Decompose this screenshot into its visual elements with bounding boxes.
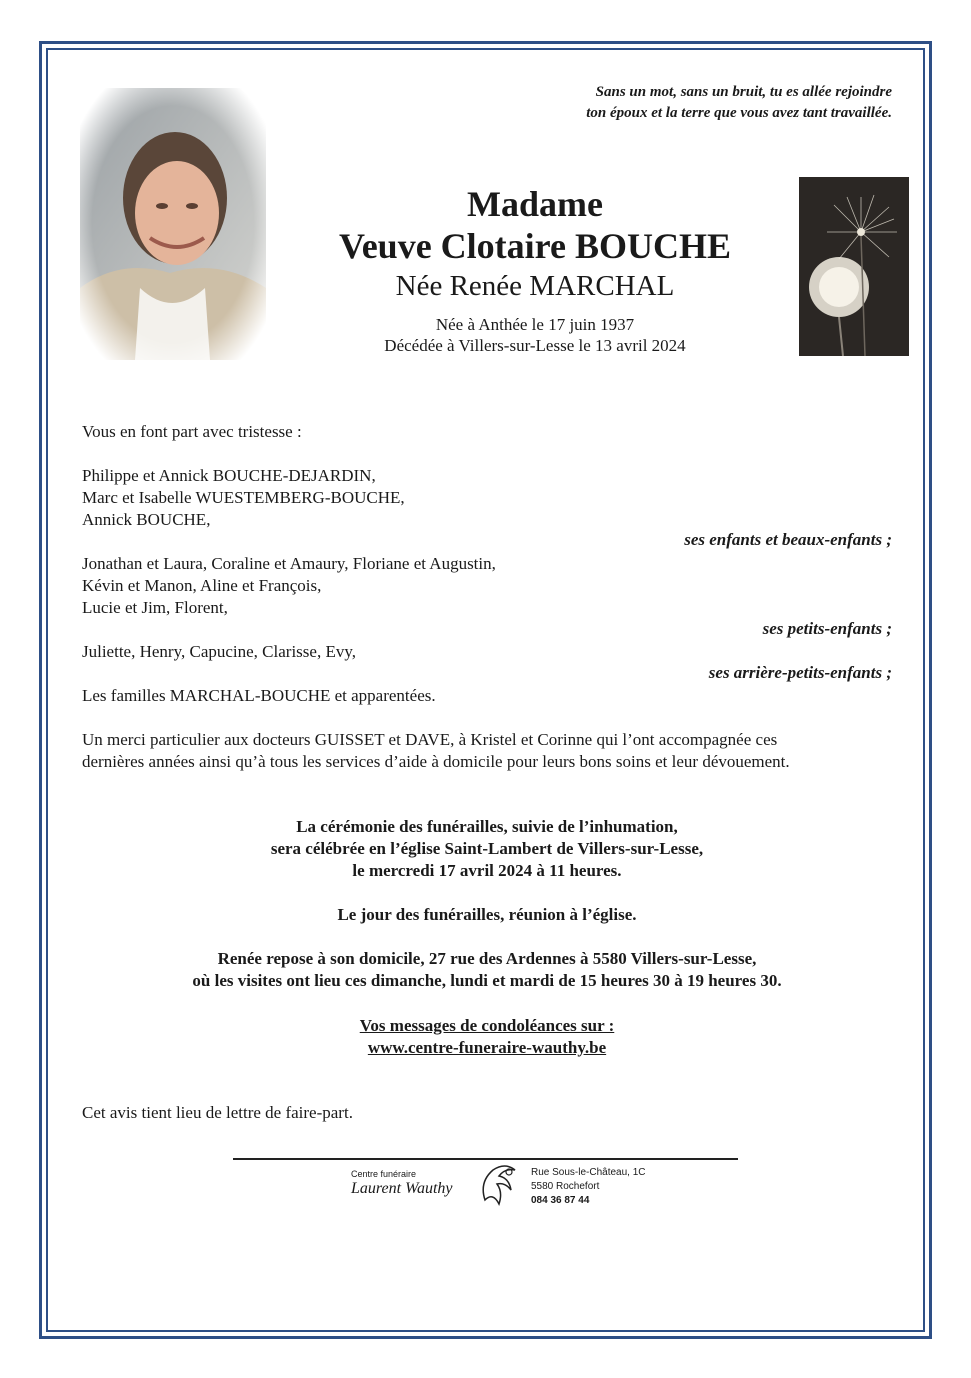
families-text: Les familles MARCHAL-BOUCHE et apparentées. <box>82 686 436 705</box>
condolences-block <box>82 1015 892 1059</box>
list-item: Lucie et Jim, Florent, <box>82 598 228 617</box>
ceremony-line-2: sera célébrée en l’église Saint-Lambert de Villers-sur-Lesse, <box>270 839 704 858</box>
birth-info: Née à Anthée le 17 juin 1937 <box>435 315 635 334</box>
address-line-1: Rue Sous-le-Château, 1C <box>531 1167 646 1178</box>
thanks-line-2: dernières années ainsi qu’à tous les services d’aide à domicile pour leurs bons soins et leur dévouement. <box>82 752 790 771</box>
children-role: ses enfants et beaux-enfants ; <box>684 530 892 549</box>
quote-line-1: Sans un mot, sans un bruit, tu es allée rejoindre <box>595 84 892 100</box>
ceremony-line-1: La cérémonie des funérailles, suivie de l’inhumation, <box>296 817 678 836</box>
repose-info <box>82 948 892 992</box>
children-list <box>82 465 894 531</box>
phone-number: 084 36 87 44 <box>531 1195 590 1206</box>
list-item: Kévin et Manon, Aline et François, <box>82 576 322 595</box>
quote-line-2: ton époux et la terre que vous avez tant travaillée. <box>586 105 892 121</box>
address-line-2: 5580 Rochefort <box>531 1181 600 1192</box>
meeting-info: Le jour des funérailles, réunion à l’église. <box>337 905 637 924</box>
logo-small-label: Centre funéraire <box>351 1169 417 1179</box>
list-item: Marc et Isabelle WUESTEMBERG-BOUCHE, <box>82 488 405 507</box>
maiden-name: Née Renée MARCHAL <box>395 270 675 302</box>
thanks-line-1: Un merci particulier aux docteurs GUISSET et DAVE, à Kristel et Corinne qui l’ont accompagnée ces <box>82 730 778 749</box>
thanks-paragraph <box>82 729 894 773</box>
list-item: Jonathan et Laura, Coraline et Amaury, Floriane et Augustin, <box>82 554 496 573</box>
grandchildren-role: ses petits-enfants ; <box>762 619 892 638</box>
portrait-photo <box>80 88 266 360</box>
ceremony-line-3: le mercredi 17 avril 2024 à 11 heures. <box>352 861 622 880</box>
list-item: Juliette, Henry, Capucine, Clarisse, Evy, <box>82 642 356 661</box>
logo-name: Laurent Wauthy <box>351 1180 453 1197</box>
great-grandchildren-list <box>82 641 894 663</box>
intro-text: Vous en font part avec tristesse : <box>82 422 302 441</box>
epigraph-quote <box>586 82 892 124</box>
signature-divider <box>233 1158 738 1160</box>
angel-logo-icon <box>475 1162 523 1208</box>
condolences-link[interactable]: www.centre-funeraire-wauthy.be <box>367 1038 607 1057</box>
footer-note: Cet avis tient lieu de lettre de faire-part. <box>82 1103 353 1122</box>
dandelion-flower-image <box>799 177 909 356</box>
flower-icon <box>799 177 909 356</box>
list-item: Annick BOUCHE, <box>82 510 211 529</box>
funeral-home-logo <box>345 1162 655 1210</box>
ceremony-info <box>82 816 892 882</box>
repose-line-2: où les visites ont lieu ces dimanche, lundi et mardi de 15 heures 30 à 19 heures 30. <box>192 971 782 990</box>
life-dates <box>300 314 770 356</box>
grandchildren-list <box>82 553 894 619</box>
condolences-label: Vos messages de condoléances sur : <box>359 1016 615 1035</box>
funeral-home-address <box>531 1166 646 1208</box>
death-info: Décédée à Villers-sur-Lesse le 13 avril 2024 <box>384 336 686 355</box>
repose-line-1: Renée repose à son domicile, 27 rue des Ardennes à 5580 Villers-sur-Lesse, <box>217 949 757 968</box>
portrait-photo-image <box>80 88 266 360</box>
great-grandchildren-role: ses arrière-petits-enfants ; <box>708 663 892 682</box>
list-item: Philippe et Annick BOUCHE-DEJARDIN, <box>82 466 376 485</box>
deceased-title: Madame <box>467 184 603 224</box>
deceased-name: Veuve Clotaire BOUCHE <box>339 226 731 266</box>
